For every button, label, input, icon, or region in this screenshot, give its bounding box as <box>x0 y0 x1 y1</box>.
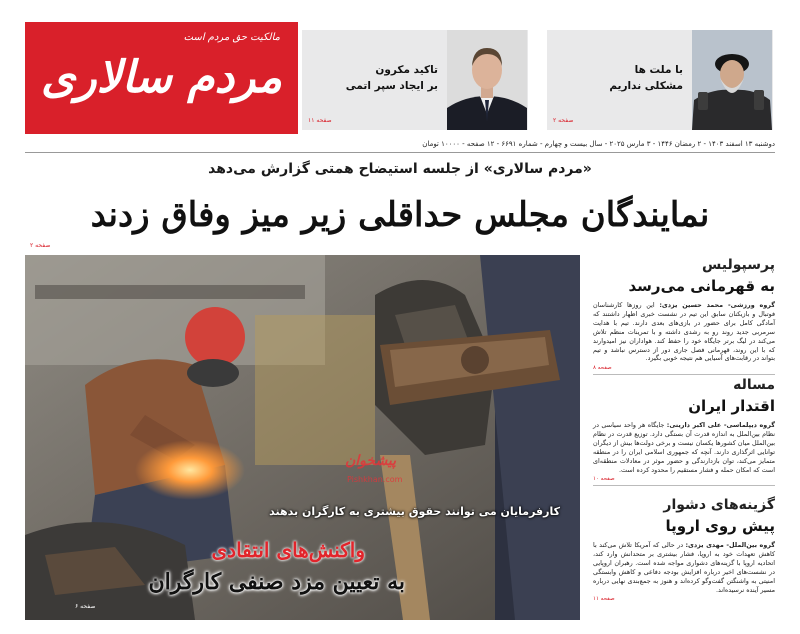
story-title: پیش روی اروپا <box>665 517 775 535</box>
sidebar-story-persepolis[interactable] <box>593 255 775 375</box>
teaser-leader-page: صفحه ۲ <box>553 117 574 124</box>
photo-story-red-title: واکنش‌های انتقادی <box>211 538 365 562</box>
story-text: جایگاه هر واحد سیاسی در نظام بین‌الملل به اندازه قدرت آن بستگی دارد. توزیع قدرت در نظام بین‌الملل میان کشورها یکسان نیست و برخی دولت‌ها بیش از دیگران توانایی اثرگذاری دارند. آنچه که جمهوری اسلامی ایران را در منطقه متمایز می‌کند، توان بازدارندگی و حضور موثر در معادلات منطقه‌ای است که امکان حمله و فشار مستقیم را محدود کرده است. <box>593 421 775 474</box>
story-page: صفحه ۸ <box>593 365 612 372</box>
story-body <box>593 541 775 594</box>
story-body <box>593 301 775 363</box>
story-text: این روزها کارشناسان فوتبال و بازیکنان سابق این تیم در نشست خبری اظهار داشتند که آمادگی کامل برای حضور در بازی‌های بعدی دارند. تیم با هدایت سرمربی جدید روند رو به رشدی داشته و با تمرینات منظم تلاش می‌کند در لیگ برتر جایگاه خود را حفظ کند. هواداران نیز امیدوارند که با این روند، قهرمانی فصل جاری دور از دسترس نباشد و تیم بتواند در رقابت‌های آسیایی هم نتیجه خوبی بگیرد. <box>593 301 775 363</box>
story-text: در حالی که آمریکا تلاش می‌کند با کاهش تعهدات خود به اروپا، فشار بیشتری بر متحدانش وارد کند، اتحادیه اروپا با گزینه‌های دشواری مواجه شده است. رهبران اروپایی در نشست‌های اخیر درباره افزایش بودجه دفاعی و کاهش وابستگی امنیتی به واشنگتن گفت‌وگو کرده‌اند و هنوز به جمع‌بندی نهایی درباره مسیر آینده نرسیده‌اند. <box>593 541 775 594</box>
photo-story-page: صفحه ۶ <box>75 603 96 610</box>
story-kicker: پرسپولیس <box>702 257 775 273</box>
story-page: صفحه ۱۰ <box>593 476 615 483</box>
sidebar-story-europe[interactable] <box>593 495 775 602</box>
watermark-logo: پیشخوان <box>345 453 397 469</box>
photo-story-subtitle: کارفرمایان می توانند حقوق بیشتری به کارگران بدهند <box>269 505 560 518</box>
watermark-url: Pishkhan.com <box>347 475 403 484</box>
worker-photo <box>25 255 580 620</box>
story-byline: گروه دیپلماسی- علی اکبر دارینی: <box>666 421 775 429</box>
main-photo-story[interactable] <box>25 255 580 620</box>
teaser-macron-page: صفحه ۱۱ <box>308 117 332 124</box>
masthead-slogan: مالکیت حق مردم است <box>183 32 280 43</box>
sidebar-story-iran[interactable] <box>593 375 775 486</box>
story-body <box>593 421 775 474</box>
teaser-macron[interactable] <box>302 30 528 130</box>
macron-photo <box>447 30 527 130</box>
divider <box>25 152 775 153</box>
masthead <box>25 22 298 134</box>
story-kicker: گزینه‌های دشوار <box>663 497 775 513</box>
story-page: صفحه ۱۱ <box>593 596 615 603</box>
story-byline: گروه بین‌الملل- مهدی یزدی: <box>685 541 775 549</box>
teaser-leader-title: با ملت ها مشکلی نداریم <box>609 64 683 92</box>
lead-kicker: «مردم سالاری» از جلسه استیضاح همتی گزارش می‌دهد <box>208 161 592 177</box>
story-title: به قهرمانی می‌رسد <box>628 277 775 295</box>
lead-headline[interactable]: نمایندگان مجلس حداقلی زیر میز وفاق زدند <box>90 195 710 235</box>
story-title: اقتدار ایران <box>688 397 775 415</box>
photo-story-main-title: به تعیین مزد صنفی کارگران <box>148 569 405 595</box>
teaser-leader[interactable] <box>547 30 773 130</box>
lead-page: صفحه ۲ <box>30 242 51 249</box>
newspaper-logo: مردم سالاری <box>40 52 283 103</box>
dateline: دوشنبه ۱۳ اسفند ۱۴۰۳ - ۲ رمضان ۱۴۴۶ - ۳ مارس ۲۰۲۵ - سال بیست و چهارم - شماره ۶۶۹۱ - ۱۲ صفحه - ۱۰۰۰۰ تومان <box>422 140 775 148</box>
divider <box>593 485 775 486</box>
leader-photo <box>692 30 772 130</box>
story-kicker: مساله <box>733 377 775 393</box>
story-byline: گروه ورزشی- محمد حسین یزدی: <box>659 301 775 309</box>
teaser-macron-title: تاکید مکرون بر ایجاد سپر اتمی <box>345 64 438 92</box>
